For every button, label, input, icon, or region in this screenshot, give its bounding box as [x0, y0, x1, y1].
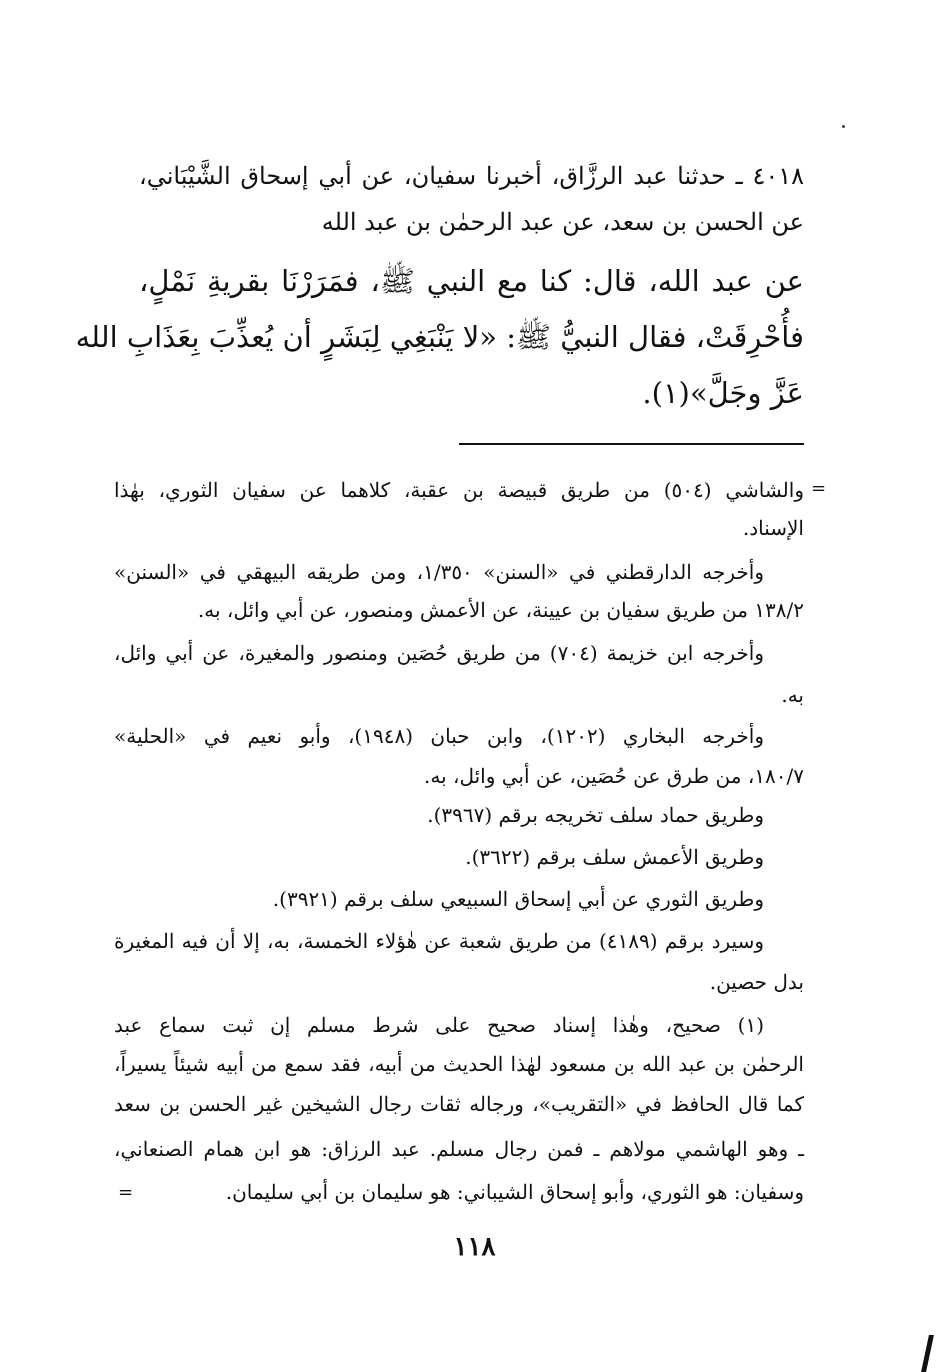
hadith-chain-line: عن الحسن بن سعد، عن عبد الرحمٰن بن عبد الله — [321, 208, 804, 236]
footnote-line: به. — [781, 683, 804, 707]
hadith-matn-line-1: عن عبد الله، قال: كنا مع النبي ﷺ، فمَرَرْنَا بقريةِ نَمْلٍ، — [139, 264, 804, 298]
footnote-line: الرحمٰن بن عبد الله بن مسعود لهٰذا الحديث من أبيه، فقد سمع من أبيه شيئاً يسيراً، — [114, 1052, 804, 1076]
footnote-line: وسيرد برقم (٤١٨٩) من طريق شعبة عن هٰؤلاء الخمسة، به، إلا أن فيه المغيرة — [114, 929, 764, 953]
footnote-line: (١) صحيح، وهٰذا إسناد صحيح على شرط مسلم إن ثبت سماع عبد — [114, 1013, 764, 1037]
footnote-line: وطريق حماد سلف تخريجه برقم (٣٩٦٧). — [427, 803, 764, 827]
footnote-line: وطريق الثوري عن أبي إسحاق السبيعي سلف برقم (٣٩٢١). — [272, 887, 764, 911]
footnote-line: ١٨٠/٧، من طرق عن حُصَين، عن أبي وائل، به. — [423, 764, 804, 788]
continuation-marker-end: = — [118, 1182, 134, 1203]
footnote-line: ١٣٨/٢ من طريق سفيان بن عيينة، عن الأعمش ومنصور، عن أبي وائل، به. — [197, 598, 804, 622]
hadith-matn-line-2: فأُحْرِقَتْ، فقال النبيُّ ﷺ: «لا يَنْبَغِي لِبَشَرٍ أن يُعذِّبَ بِعَذَابِ الله — [75, 320, 804, 354]
footnote-line: وسفيان: هو الثوري، وأبو إسحاق الشيباني: هو سليمان بن أبي سليمان. — [225, 1180, 804, 1204]
footnote-line: وأخرجه البخاري (١٢٠٢)، وابن حبان (١٩٤٨)، وأبو نعيم في «الحلية» — [114, 724, 765, 748]
footnote-line: وأخرجه ابن خزيمة (٧٠٤) من طريق حُصَين ومنصور والمغيرة، عن أبي وائل، — [114, 641, 764, 665]
footnote-line: الإسناد. — [742, 516, 804, 540]
footnote-line: ـ وهو الهاشمي مولاهم ـ فمن رجال مسلم. عبد الرزاق: هو ابن همام الصنعاني، — [114, 1137, 804, 1161]
scan-edge-mark — [921, 1335, 934, 1372]
scan-speck — [842, 125, 845, 128]
footnote-separator — [459, 443, 804, 445]
hadith-matn-line-3: عَزَّ وجَلَّ»(١). — [642, 376, 804, 410]
page-number: ١١٨ — [453, 1232, 496, 1262]
footnote-line: والشاشي (٥٠٤) من طريق قبيصة بن عقبة، كلاهما عن سفيان الثوري، بهٰذا — [114, 478, 804, 502]
continuation-marker: = — [811, 478, 827, 499]
footnote-line: كما قال الحافظ في «التقريب»، ورجاله ثقات رجال الشيخين غير الحسن بن سعد — [114, 1092, 804, 1116]
footnote-line: وطريق الأعمش سلف برقم (٣٦٢٢). — [465, 845, 764, 869]
footnote-line: وأخرجه الدارقطني في «السنن» ١/٣٥٠، ومن طريقه البيهقي في «السنن» — [114, 560, 764, 584]
hadith-header-line: ٤٠١٨ ـ حدثنا عبد الرزَّاق، أخبرنا سفيان، عن أبي إسحاق الشَّيْبَاني، — [139, 162, 804, 190]
footnote-line: بدل حصين. — [709, 970, 804, 994]
